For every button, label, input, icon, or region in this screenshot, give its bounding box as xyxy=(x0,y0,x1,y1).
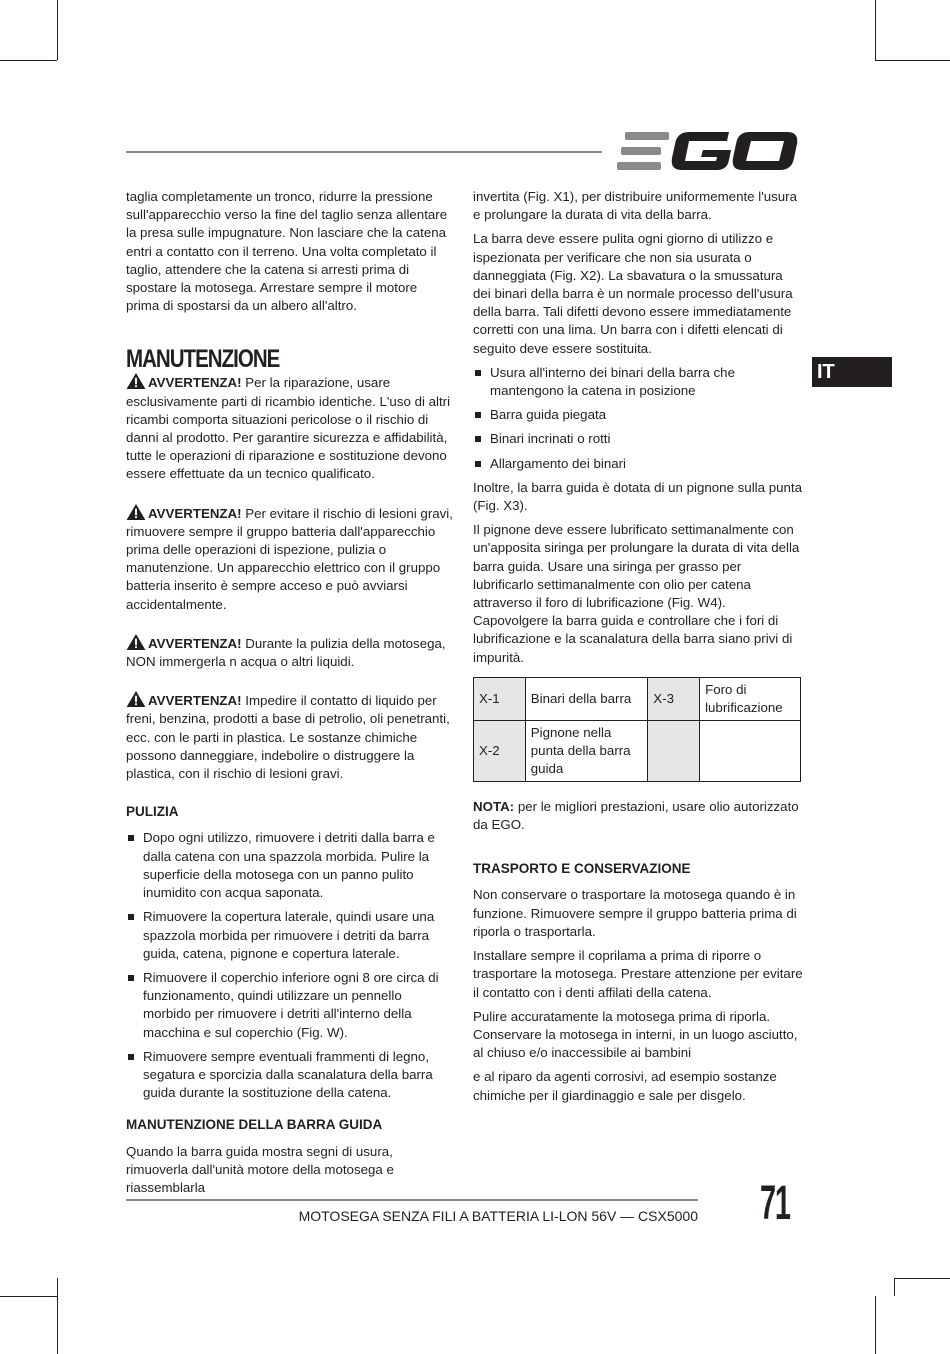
warning-text: Per la riparazione, usare esclusivamente parti di ricambio identiche. L'uso di altri ricambi comporta situazioni pericolose o il rischio di danni al prodotto. Per garantire sicurezza e affidabilità, tutte le operazioni di riparazione e sostituzione devono essere effettuate da un tecnico qualificato. xyxy=(126,375,451,482)
table-cell xyxy=(648,720,700,781)
crop-mark xyxy=(894,1278,895,1296)
list-item: Usura all'interno dei binari della barra che mantengono la catena in posizione xyxy=(473,364,803,400)
list-item: Rimuovere il coperchio inferiore ogni 8 ore circa di funzionamento, quindi utilizzare un pennello morbido per rimuovere i detriti all'interno della macchina e sul coperchio (Fig. W). xyxy=(126,969,453,1042)
intro-paragraph: taglia completamente un tronco, ridurre la pressione sull'apparecchio verso la fine del taglio senza allentare la presa sulle impugnature. Non lasciare che la catena entri a contatto con il terreno. Una volta completato il taglio, attendere che la catena si arresti prima di spostare la motosega. Arrestare sempre il motore prima di spostarsi da un albero all'altro. xyxy=(126,189,448,314)
page-number: 71 xyxy=(760,1177,790,1230)
transport-heading: TRASPORTO E CONSERVAZIONE xyxy=(473,861,691,877)
crop-mark xyxy=(875,60,950,61)
list-item: Dopo ogni utilizzo, rimuovere i detriti dalla barra e dalla catena con una spazzola morbida. Pulire la superficie della motosega con un panno pulito inumidito con acqua saponata. xyxy=(126,829,453,902)
crop-mark xyxy=(57,1278,58,1354)
crop-mark xyxy=(894,1278,950,1279)
list-item: Rimuovere sempre eventuali frammenti di legno, segatura e sporcizia dalla scanalatura della barra guida durante la sostituzione della catena. xyxy=(126,1048,453,1103)
warning-triangle-icon xyxy=(126,691,146,707)
warning-3 xyxy=(126,634,453,671)
paragraph: Non conservare o trasportare la motosega quando è in funzione. Rimuovere sempre il gruppo batteria prima di riporla o trasportarla. xyxy=(473,887,797,939)
warning-4 xyxy=(126,691,453,783)
warning-label: AVVERTENZA! xyxy=(148,693,242,709)
paragraph: invertita (Fig. X1), per distribuire uniformemente l'usura e prolungare la durata di vita della barra. xyxy=(473,189,798,223)
table-row xyxy=(474,720,801,781)
bar-maintenance-heading: MANUTENZIONE DELLA BARRA GUIDA xyxy=(126,1117,383,1133)
language-tab: IT xyxy=(812,357,892,387)
paragraph: Pulire accuratamente la motosega prima di riporla. Conservare la motosega in interni, in un luogo asciutto, al chiuso e/o inaccessibile ai bambini xyxy=(473,1008,798,1061)
paragraph: Inoltre, la barra guida è dotata di un pignone sulla punta (Fig. X3). xyxy=(473,479,802,514)
defects-list xyxy=(473,364,803,473)
section-title: MANUTENZIONE xyxy=(126,345,280,374)
warning-triangle-icon xyxy=(126,634,146,650)
paragraph: La barra deve essere pulita ogni giorno di utilizzo e ispezionata per verificare che non sia usurata o danneggiata (Fig. X2). La sbavatura o la smussatura dei binari della barra è un normale processo dell'usura della barra. Tali difetti devono essere immediatamente corretti con una lima. Un barra con i difetti elencati di seguito deve essere sostituita. xyxy=(473,231,793,356)
header-rule xyxy=(126,151,602,153)
table-cell: Foro di lubrificazione xyxy=(700,677,801,720)
footer-title: MOTOSEGA SENZA FILI A BATTERIA LI-LON 56V — CSX5000 xyxy=(298,1208,698,1224)
warning-text: Durante la pulizia della motosega, NON immergerla n acqua o altri liquidi. xyxy=(126,635,446,670)
warning-triangle-icon xyxy=(126,373,146,389)
warning-triangle-icon xyxy=(126,504,146,520)
note xyxy=(473,798,803,834)
table-cell: X-1 xyxy=(474,677,526,720)
warning-label: AVVERTENZA! xyxy=(148,635,242,651)
cleaning-list xyxy=(126,829,453,1102)
ego-logo xyxy=(617,130,799,172)
crop-mark xyxy=(875,0,876,60)
warning-text: Per evitare il rischio di lesioni gravi, rimuovere sempre il gruppo batteria dall'apparecchio prima delle operazioni di ispezione, pulizia o manutenzione. Un apparecchio elettrico con il gruppo batteria inserito è sempre acceso e può avviarsi accidentalmente. xyxy=(126,505,453,612)
paragraph: Il pignone deve essere lubrificato settimanalmente con un'apposita siringa per prolungare la durata di vita della barra guida. Usare una siringa per grasso per lubrificarlo settimanalmente con olio per catena attraverso il foro di lubrificazione (Fig. W4). Capovolgere la barra guida e controllare che i fori di lubrificazione e la scanalatura della barra siano privi di impurità. xyxy=(473,522,800,665)
note-text: per le migliori prestazioni, usare olio autorizzato da EGO. xyxy=(473,798,799,833)
left-column xyxy=(126,188,453,1203)
list-item: Rimuovere la copertura laterale, quindi usare una spazzola morbida per rimuovere i detriti da barra guida, catena, pignone e copertura laterale. xyxy=(126,908,453,963)
warning-label: AVVERTENZA! xyxy=(148,375,242,391)
crop-mark xyxy=(0,1296,57,1297)
bar-maintenance-paragraph: Quando la barra guida mostra segni di usura, rimuoverla dall'unità motore della motosega e riassemblarla xyxy=(126,1143,394,1195)
crop-mark xyxy=(57,0,58,60)
crop-mark xyxy=(0,60,57,61)
cleaning-heading: PULIZIA xyxy=(126,804,179,820)
table-row xyxy=(474,677,801,720)
table-cell: X-2 xyxy=(474,720,526,781)
warning-2 xyxy=(126,504,453,614)
paragraph: Installare sempre il coprilama a prima di riporre o trasportare la motosega. Prestare attenzione per evitare il contatto con i denti affilati della catena. xyxy=(473,948,803,1000)
warning-text: Impedire il contatto di liquido per freni, benzina, prodotti a base di petrolio, oli penetranti, ecc. con le parti in plastica. Le sostanze chimiche possono danneggiare, indebolire o distruggere la plastica, con il rischio di lesioni gravi. xyxy=(126,693,450,782)
list-item: Barra guida piegata xyxy=(473,406,803,424)
footer-rule xyxy=(126,1199,698,1201)
table-cell: Binari della barra xyxy=(525,677,648,720)
parts-table xyxy=(473,677,801,782)
crop-mark xyxy=(875,1296,876,1354)
note-label: NOTA: xyxy=(473,798,515,814)
paragraph: e al riparo da agenti corrosivi, ad esempio sostanze chimiche per il giardinaggio e sale per disgelo. xyxy=(473,1069,777,1103)
table-cell: Pignone nella punta della barra guida xyxy=(525,720,648,781)
warning-label: AVVERTENZA! xyxy=(148,505,242,521)
list-item: Binari incrinati o rotti xyxy=(473,430,803,448)
warning-1 xyxy=(126,373,453,483)
right-column xyxy=(473,188,803,1111)
list-item: Allargamento dei binari xyxy=(473,455,803,473)
table-cell: X-3 xyxy=(648,677,700,720)
table-cell xyxy=(700,720,801,781)
